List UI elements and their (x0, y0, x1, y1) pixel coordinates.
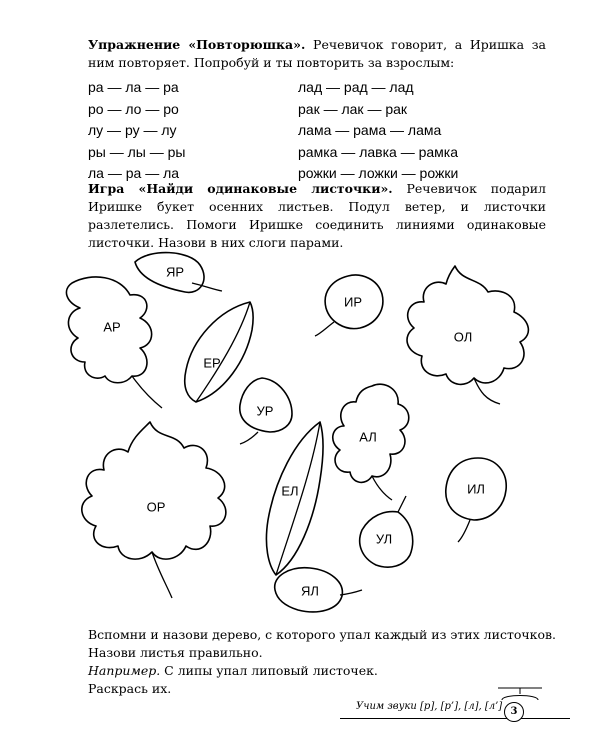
leaf-al (333, 384, 409, 500)
bottom-instructions (88, 626, 558, 698)
leaf-il (446, 458, 506, 542)
word-row: лама — рама — лама (298, 122, 442, 138)
example-line (88, 662, 558, 680)
page-number: 3 (504, 702, 524, 722)
leaf-yar (135, 253, 222, 293)
leaf-label: ЯР (165, 264, 185, 280)
word-row: рамка — лавка — рамка (298, 143, 459, 160)
syllables-left-list (88, 77, 186, 185)
leaf-ol (407, 266, 528, 404)
leaf-label: ИЛ (467, 481, 485, 497)
leaf-label: ОР (146, 499, 166, 515)
leaf-el (266, 422, 323, 575)
leaf-label: ЕЛ (281, 483, 299, 499)
leaf-yal (275, 568, 362, 612)
bottom-line-1: Вспомни и назови дерево, с которого упал каждый из этих листочков. Назови листья правильно. (88, 627, 556, 660)
leaf-ul (360, 496, 413, 567)
page-footer (340, 696, 580, 736)
game-intro (88, 180, 546, 252)
syllables-right-list (298, 77, 458, 185)
syllable-row: ры — лы — ры (88, 143, 186, 160)
leaf-ur (240, 378, 292, 444)
exercise-text: Речевичок говорит, а Иришка за ним повторяет. Попробуй и ты повторить за взрослым: (88, 37, 546, 70)
leaf-er (185, 302, 253, 402)
example-text: С липы упал липовый листочек. (160, 663, 378, 678)
helicopter-icon (490, 682, 550, 718)
leaf-label: УЛ (375, 531, 393, 547)
leaf-label: ИР (343, 294, 363, 310)
syllable-row: ра — ла — ра (88, 79, 179, 95)
leaf-or (82, 422, 226, 598)
leaf-label: АР (103, 319, 121, 335)
word-row: рожки — ложки — рожки (298, 165, 459, 181)
syllable-row: ро — ло — ро (88, 100, 179, 117)
leaf-label: ОЛ (453, 329, 473, 345)
game-title: Игра «Найди одинаковые листочки». (88, 181, 393, 196)
footer-title: Учим звуки [р], [р’], [л], [л’] (356, 701, 503, 712)
leaves-illustration (0, 250, 600, 620)
exercise-title: Упражнение «Повторюшка». (88, 37, 306, 52)
leaf-label: ЕР (203, 355, 221, 371)
word-row: рак — лак — рак (298, 100, 408, 117)
syllable-row: ла — ра — ла (88, 165, 180, 181)
example-label: Например. (88, 663, 161, 678)
leaf-label: УР (256, 403, 274, 419)
leaf-ar (66, 277, 162, 408)
bottom-line-3: Раскрась их. (88, 681, 172, 696)
footer-rule (340, 718, 570, 719)
syllable-row: лу — ру — лу (88, 122, 177, 138)
leaf-ir (315, 275, 383, 336)
exercise-intro (88, 36, 546, 72)
game-text: Речевичок подарил Иришке букет осенних листьев. Подул ветер, и листочки разлетелись. Помоги Иришке соединить линиями одинаковые листочки. Назови в них слоги парами. (88, 181, 546, 250)
word-row: лад — рад — лад (298, 79, 414, 95)
leaf-label: АЛ (359, 429, 377, 445)
leaf-label: ЯЛ (301, 583, 319, 599)
